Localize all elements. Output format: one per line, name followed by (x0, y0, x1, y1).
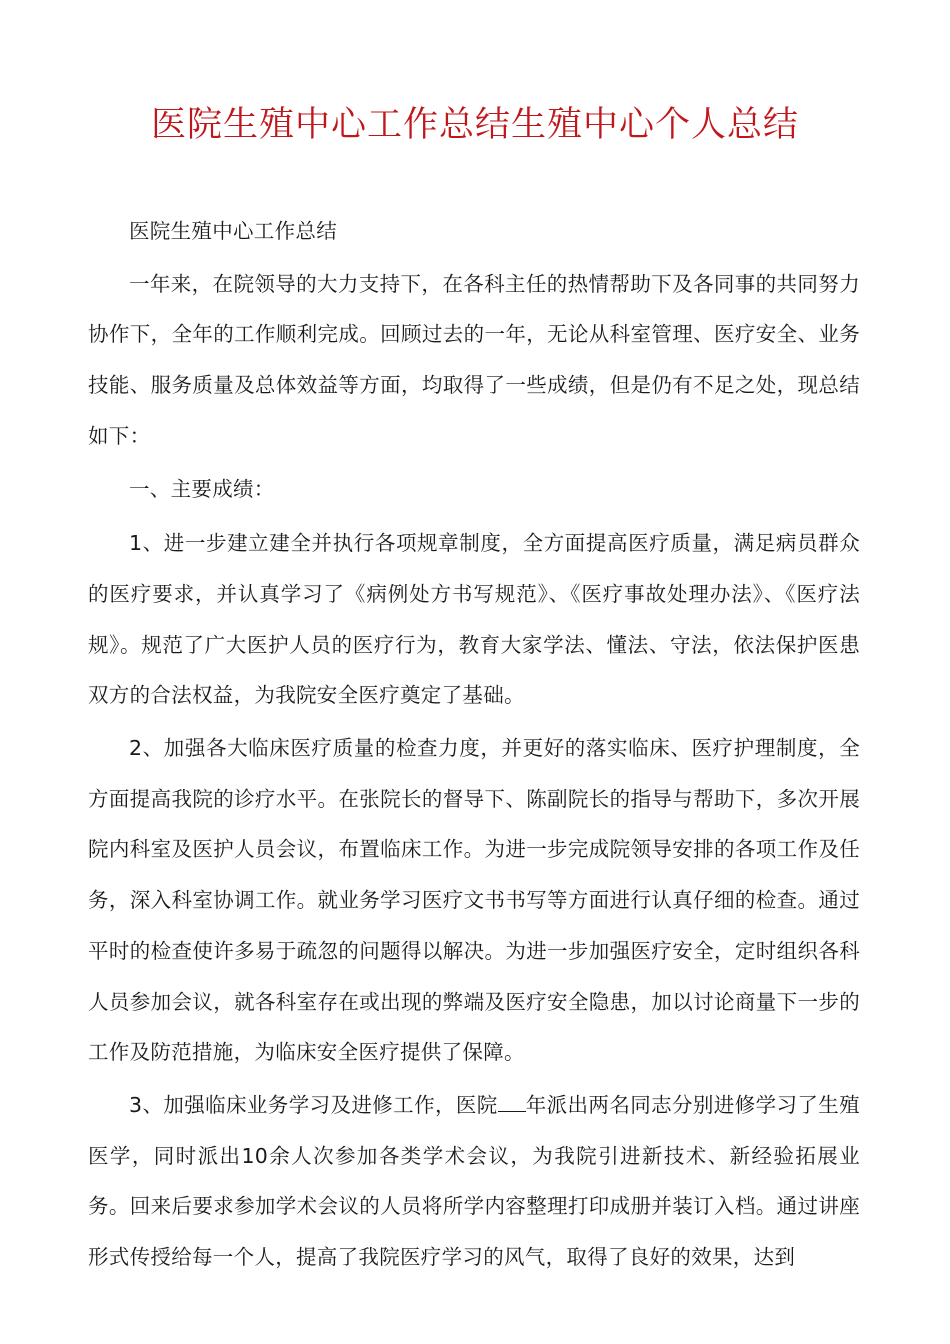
document-title: 医院生殖中心工作总结生殖中心个人总结 (150, 105, 799, 145)
item-3-paragraph (88, 1080, 860, 1283)
document-subtitle: 医院生殖中心工作总结 (129, 219, 337, 243)
item-2-paragraph: 2、加强各大临床医疗质量的检查力度，并更好的落实临床、医疗护理制度，全方面提高我院的诊疗水平。在张院长的督导下、陈副院长的指导与帮助下，多次开展院内科室及医护人员会议，布置临床工作。为进一步完成院领导安排的各项工作及任务，深入科室协调工作。就业务学习医疗文书书写等方面进行认真仔细的检查。通过平时的检查使许多易于疏忽的问题得以解决。为进一步加强医疗安全，定时组织各科人员参加会议，就各科室存在或出现的弊端及医疗安全隐患，加以讨论商量下一步的工作及防范措施，为临床安全医疗提供了保障。 (88, 736, 860, 1065)
year-blank-underline (498, 1093, 526, 1112)
item-3-text-before-blank: 3、加强临床业务学习及进修工作，医院 (129, 1092, 498, 1117)
item-1-paragraph: 1、进一步建立建全并执行各项规章制度，全方面提高医疗质量，满足病员群众的医疗要求，并认真学习了《病例处方书写规范》、《医疗事故处理办法》、《医疗法规》。规范了广大医护人员的医疗行为，教育大家学法、懂法、守法，依法保护医患双方的合法权益，为我院安全医疗奠定了基础。 (88, 531, 860, 708)
section-heading: 一、主要成绩： (129, 476, 275, 501)
item-3-text-after-blank: 年派出两名同志分别进修学习了生殖医学，同时派出10余人次参加各类学术会议，为我院引进新技术、新经验拓展业务。回来后要求参加学术会议的人员将所学内容整理打印成册并装订入档。通过讲座形式传授给每一个人，提高了我院医疗学习的风气，取得了良好的效果，达到 (88, 1092, 860, 1270)
intro-paragraph: 一年来，在院领导的大力支持下，在各科主任的热情帮助下及各同事的共同努力协作下，全年的工作顺利完成。回顾过去的一年，无论从科室管理、医疗安全、业务技能、服务质量及总体效益等方面，均取得了一些成绩，但是仍有不足之处，现总结如下： (88, 271, 860, 448)
document-body (88, 206, 860, 1285)
